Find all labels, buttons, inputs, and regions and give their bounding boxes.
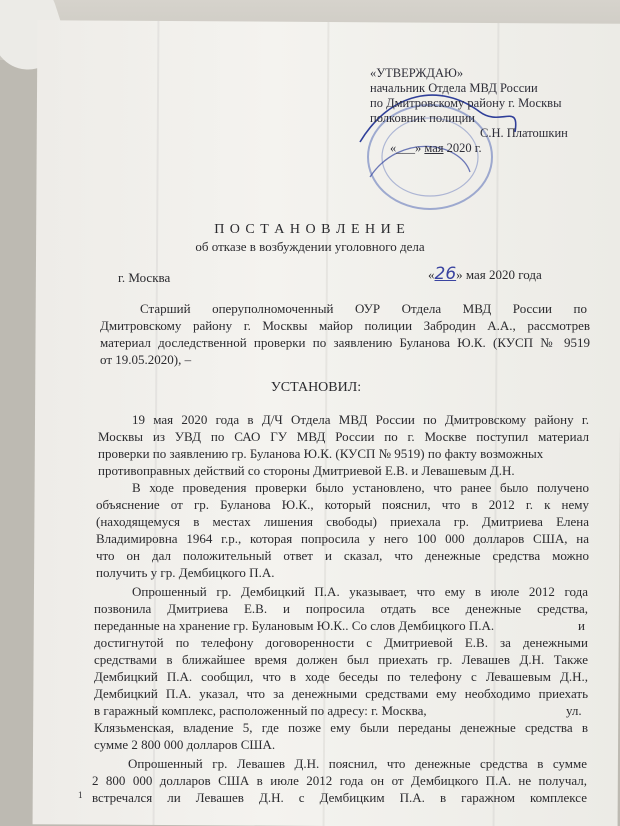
para3-line: Дембицкий П.А. указал, что за денежными средствами ему необходимо приехать [94,686,588,701]
para3-conjunction: и [578,618,585,633]
para3-line: позвонила Дмитриева Е.В. и попросила отдать все денежные средства, [94,601,588,616]
para3-line: сумме 2 800 000 долларов США. [94,737,276,752]
approval-signer: С.Н. Платошкин [480,126,568,140]
document-subtitle: об отказе в возбуждении уголовного дела [195,239,425,254]
date-day-handwritten: 26 [434,264,457,284]
para3-line: в гаражный комплекс, расположенный по адресу: г. Москва, [94,703,427,718]
intro-line: Дмитровскому району г. Москвы майор полиции Забродин А.А., рассмотрев [100,318,590,333]
para3-line: Дембицкий П.А. сообщил, что в ходе беседы по телефону с Левашевым Д.Н., [94,669,588,684]
intro-line: от 19.05.2020), – [100,352,192,367]
para1-line: 19 мая 2020 года в Д/Ч Отдела МВД России по Дмитровскому району г. [132,412,589,427]
para3-address-street: ул. [566,703,582,718]
para3-line: переданные на хранение гр. Булановым Ю.К.. Со слов Дембицкого П.А. [94,618,495,633]
intro-line: Старший оперуполномоченный ОУР Отдела МВД России по [140,301,587,316]
approval-block [370,66,568,156]
approval-heading: «УТВЕРЖДАЮ» [370,66,464,80]
para2-line: получить у гр. Дембицкого П.А. [96,565,275,580]
para4-line: 2 800 000 долларов США в июле 2012 года он от Дембицкого П.А. не получал, [92,773,587,788]
para1-line: проверки по заявлению гр. Буланова Ю.К. (КУСП № 9519) по факту возможных [98,446,544,461]
approval-position: начальник Отдела МВД России [370,81,538,95]
page-number: 1 [78,790,83,800]
para3-line: достигнутой по телефону договоренности с Дмитриевой Е.В. за денежными [94,635,588,650]
approval-date-year: 2020 г. [443,141,482,155]
document-city: г. Москва [118,270,171,285]
para1-line: противоправных действий со стороны Дмитриевой Е.В. и Левашевым Д.Н. [98,463,515,478]
date-month-year: » мая 2020 года [456,267,542,282]
para2-line: (находящемуся в местах лишения свободы) приехала гр. Дмитриева Елена [96,514,589,529]
approval-date-month: мая [424,141,444,155]
approval-district: по Дмитровскому району г. Москвы [370,96,562,110]
para1-line: Москвы из УВД по САО ГУ МВД России по г. Москве поступил материал [98,429,589,444]
para2-line: что он дал положительный ответ и сказал, что денежные средства можно [96,548,589,563]
para4-line: Опрошенный гр. Левашев Д.Н. пояснил, что денежные средства в сумме [128,756,587,771]
document-date [428,264,542,284]
document-title: П О С Т А Н О В Л Е Н И Е [214,222,406,237]
approval-rank: полковник полиции [370,111,475,125]
para2-line: Владимировна 1964 г.р., которая попросила у него 100 000 долларов США, на [96,531,589,546]
para4-line: встречался ли Левашев Д.Н. с Дембицким П.А. в гаражном комплексе [92,790,587,805]
para2-line: объяснение от гр. Буланова Ю.К., который пояснил, что в 2012 г. к нему [96,497,589,512]
intro-line: материал доследственной проверки по заявлению Буланова Ю.К. (КУСП № 9519 [100,335,590,350]
para2-line: В ходе проведения проверки было установлено, что ранее было получено [132,480,589,495]
date-open-quote: « [428,267,435,282]
para3-line: Клязьменская, владение 5, где позже ему были переданы денежные средства в [94,720,588,735]
approval-date [370,141,568,156]
approval-date-day: «___» [390,141,425,155]
para3-line: Опрошенный гр. Дембицкий П.А. указывает, что ему в июле 2012 года [132,584,588,599]
para3-line: средствами в ближайшее время должен был приехать гр. Левашев Д.Н. Также [94,652,588,667]
established-heading: УСТАНОВИЛ: [270,380,362,395]
